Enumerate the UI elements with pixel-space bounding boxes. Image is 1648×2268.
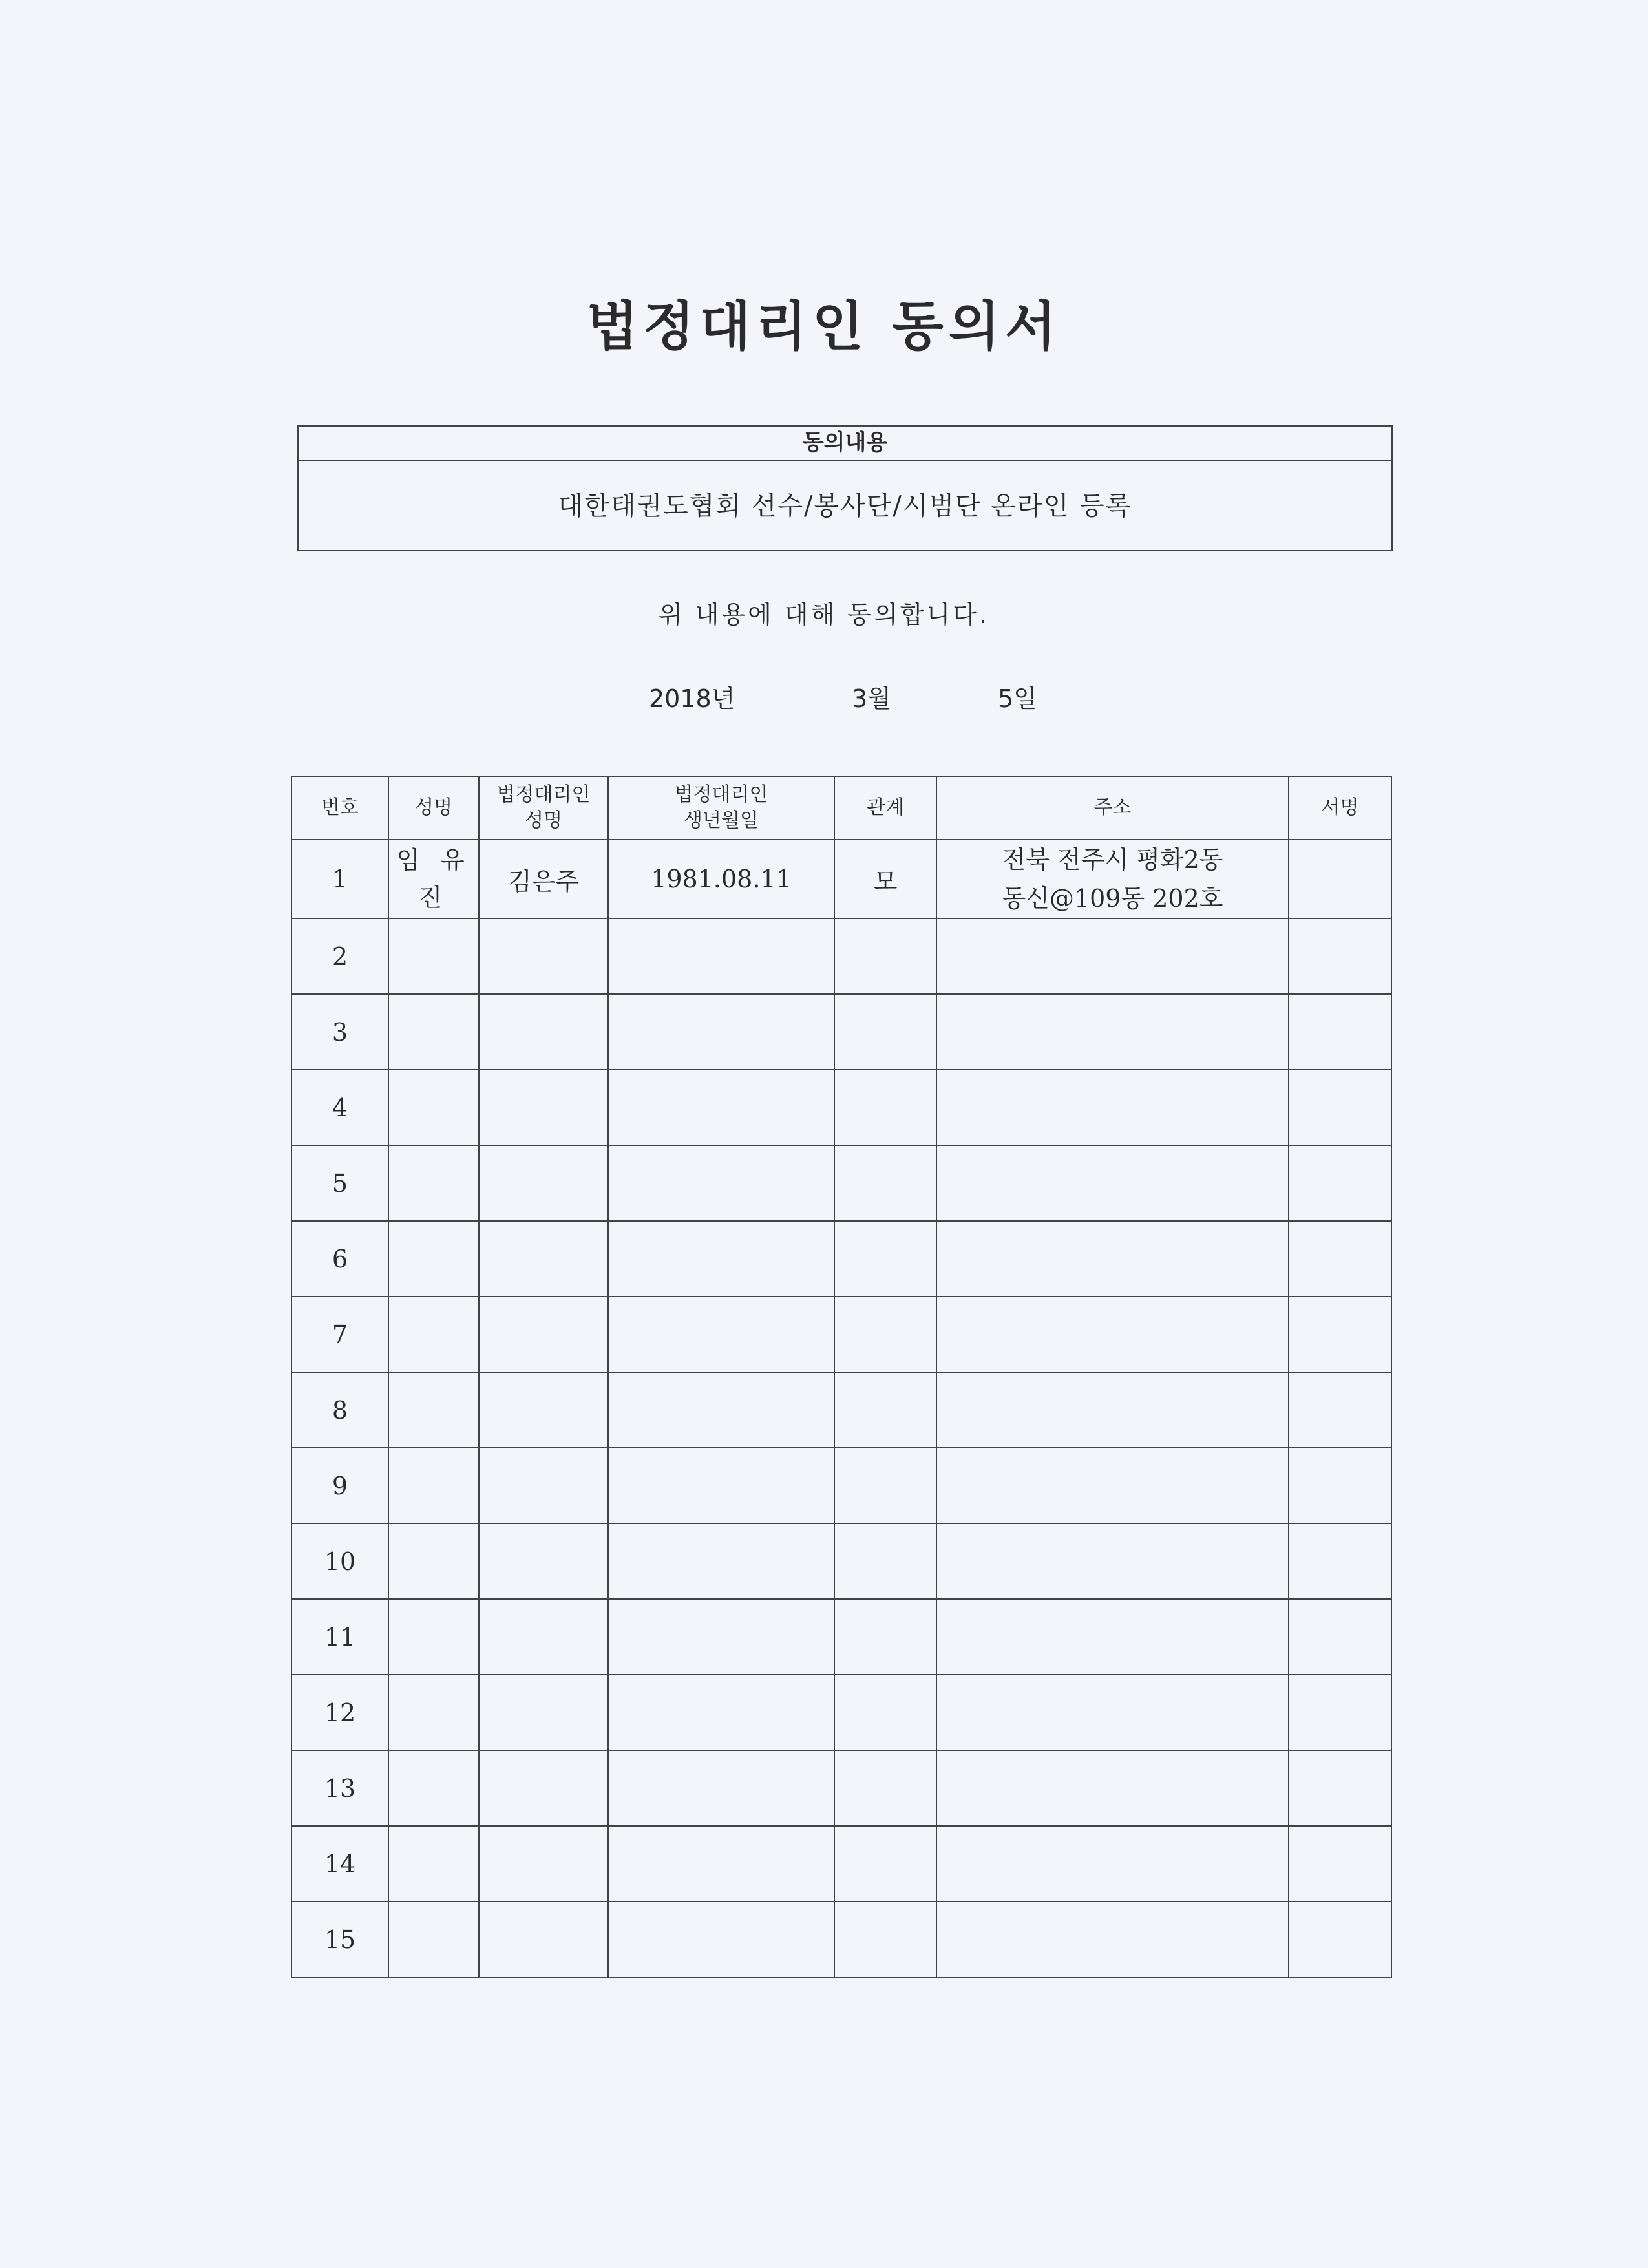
cell-relation (834, 840, 936, 918)
cell-address (936, 1599, 1289, 1675)
cell-signature (1289, 1750, 1391, 1826)
header-name: 성명 (388, 776, 479, 840)
date-month: 3월 (852, 684, 891, 713)
table-row (291, 1070, 1391, 1145)
row-number: 10 (324, 1547, 356, 1576)
row-number: 13 (324, 1774, 356, 1803)
relation-value: 모 (873, 867, 898, 896)
row-number: 5 (332, 1169, 348, 1198)
cell-address (936, 1070, 1289, 1145)
date-day: 5일 (998, 684, 1037, 713)
cell-no (291, 1902, 388, 1977)
table-row (291, 1448, 1391, 1523)
cell-guardian-birth (608, 1902, 834, 1977)
cell-no (291, 1145, 388, 1221)
cell-signature (1289, 1675, 1391, 1750)
row-number: 14 (324, 1849, 356, 1878)
cell-no (291, 918, 388, 994)
cell-guardian-birth (608, 1221, 834, 1297)
cell-signature (1289, 840, 1391, 918)
cell-no (291, 1826, 388, 1902)
table-row (291, 1297, 1391, 1372)
row-number: 7 (332, 1320, 348, 1349)
cell-guardian-name (479, 1297, 608, 1372)
cell-signature (1289, 1070, 1391, 1145)
cell-relation (834, 1070, 936, 1145)
cell-guardian-name (479, 1599, 608, 1675)
header-guardian-birth (608, 776, 834, 840)
table-row (291, 1523, 1391, 1599)
header-guardian-birth-line1: 법정대리인 (674, 783, 768, 806)
consent-content-text: 대한태권도협회 선수/봉사단/시범단 온라인 등록 (558, 491, 1132, 521)
cell-address (936, 1826, 1289, 1902)
cell-no (291, 1750, 388, 1826)
cell-address (936, 918, 1289, 994)
cell-address (936, 1297, 1289, 1372)
cell-name (388, 840, 479, 918)
cell-guardian-birth (608, 1070, 834, 1145)
cell-relation (834, 994, 936, 1070)
cell-name (388, 1297, 479, 1372)
cell-signature (1289, 1523, 1391, 1599)
cell-signature (1289, 1145, 1391, 1221)
cell-no (291, 994, 388, 1070)
table-row (291, 1221, 1391, 1297)
address-line1: 전북 전주시 평화2동 (1002, 845, 1223, 874)
cell-address (936, 1448, 1289, 1523)
cell-guardian-name (479, 1448, 608, 1523)
cell-relation (834, 1145, 936, 1221)
cell-name (388, 1145, 479, 1221)
table-row (291, 1826, 1391, 1902)
consent-content-header: 동의내용 (299, 427, 1391, 461)
row-number: 3 (332, 1017, 348, 1046)
table-row (291, 1750, 1391, 1826)
cell-guardian-birth (608, 994, 834, 1070)
cell-signature (1289, 1448, 1391, 1523)
cell-relation (834, 1372, 936, 1448)
cell-guardian-name (479, 1675, 608, 1750)
table-row (291, 1599, 1391, 1675)
header-guardian-name (479, 776, 608, 840)
cell-name (388, 994, 479, 1070)
cell-address (936, 1675, 1289, 1750)
agreement-statement: 위 내용에 대해 동의합니다. (658, 600, 990, 629)
cell-relation (834, 1599, 936, 1675)
cell-no (291, 840, 388, 918)
cell-name (388, 1902, 479, 1977)
name-line1: 임 유 (396, 846, 471, 874)
address-line2: 동신@109동 202호 (1002, 884, 1223, 913)
cell-guardian-birth (608, 840, 834, 918)
table-row (291, 1675, 1391, 1750)
cell-guardian-birth (608, 1826, 834, 1902)
row-number: 9 (332, 1471, 348, 1500)
cell-relation (834, 1297, 936, 1372)
cell-signature (1289, 1826, 1391, 1902)
cell-guardian-name (479, 1523, 608, 1599)
cell-guardian-name (479, 994, 608, 1070)
table-row (291, 918, 1391, 994)
cell-name (388, 1599, 479, 1675)
cell-signature (1289, 994, 1391, 1070)
cell-name (388, 1750, 479, 1826)
table-row (291, 1145, 1391, 1221)
cell-guardian-name (479, 1750, 608, 1826)
cell-name (388, 1826, 479, 1902)
row-number: 8 (332, 1395, 348, 1425)
cell-guardian-birth (608, 1599, 834, 1675)
cell-no (291, 1297, 388, 1372)
cell-relation (834, 1523, 936, 1599)
cell-name (388, 918, 479, 994)
row-number: 6 (332, 1244, 348, 1273)
header-guardian-birth-line2: 생년월일 (684, 809, 759, 832)
guardian-table (291, 776, 1392, 1978)
cell-address (936, 1750, 1289, 1826)
cell-name (388, 1372, 479, 1448)
cell-guardian-birth (608, 1145, 834, 1221)
header-guardian-name-line2: 성명 (525, 809, 562, 832)
date-year: 2018년 (649, 684, 735, 713)
page-title: 법정대리인 동의서 (586, 295, 1062, 357)
cell-guardian-name (479, 1221, 608, 1297)
row-number: 1 (332, 865, 348, 893)
cell-signature (1289, 1599, 1391, 1675)
header-signature: 서명 (1289, 776, 1391, 840)
cell-guardian-birth (608, 1297, 834, 1372)
cell-name (388, 1523, 479, 1599)
guardian-name-value: 김은주 (507, 867, 580, 896)
cell-relation (834, 1675, 936, 1750)
cell-guardian-name (479, 1826, 608, 1902)
cell-address (936, 1902, 1289, 1977)
cell-relation (834, 1221, 936, 1297)
cell-guardian-name (479, 1372, 608, 1448)
cell-guardian-birth (608, 1448, 834, 1523)
table-row (291, 1902, 1391, 1977)
cell-relation (834, 1750, 936, 1826)
name-line2: 진 (418, 884, 449, 912)
cell-address (936, 1145, 1289, 1221)
consent-content-box (297, 425, 1393, 551)
cell-signature (1289, 1902, 1391, 1977)
row-number: 12 (324, 1698, 356, 1727)
cell-relation (834, 1902, 936, 1977)
cell-no (291, 1448, 388, 1523)
cell-name (388, 1448, 479, 1523)
header-address: 주소 (936, 776, 1289, 840)
cell-guardian-name (479, 918, 608, 994)
cell-signature (1289, 1221, 1391, 1297)
cell-guardian-name (479, 1902, 608, 1977)
cell-guardian-name (479, 1145, 608, 1221)
cell-guardian-name (479, 840, 608, 918)
cell-relation (834, 918, 936, 994)
cell-address (936, 1221, 1289, 1297)
cell-address (936, 1523, 1289, 1599)
cell-name (388, 1070, 479, 1145)
cell-guardian-name (479, 1070, 608, 1145)
cell-signature (1289, 1372, 1391, 1448)
cell-address (936, 994, 1289, 1070)
cell-no (291, 1675, 388, 1750)
cell-no (291, 1599, 388, 1675)
table-row (291, 840, 1391, 918)
cell-no (291, 1070, 388, 1145)
cell-name (388, 1221, 479, 1297)
cell-relation (834, 1448, 936, 1523)
cell-no (291, 1523, 388, 1599)
row-number: 2 (332, 942, 348, 971)
header-no: 번호 (291, 776, 388, 840)
header-relation: 관계 (834, 776, 936, 840)
cell-signature (1289, 1297, 1391, 1372)
cell-guardian-birth (608, 1523, 834, 1599)
table-header-row (291, 776, 1391, 840)
table-row (291, 1372, 1391, 1448)
cell-guardian-birth (608, 1372, 834, 1448)
row-number: 15 (324, 1925, 356, 1954)
guardian-birth-value: 1981.08.11 (651, 865, 792, 893)
table-row (291, 994, 1391, 1070)
row-number: 11 (324, 1622, 356, 1651)
cell-relation (834, 1826, 936, 1902)
cell-name (388, 1675, 479, 1750)
cell-address (936, 1372, 1289, 1448)
cell-guardian-birth (608, 1675, 834, 1750)
cell-address (936, 840, 1289, 918)
cell-no (291, 1221, 388, 1297)
cell-signature (1289, 918, 1391, 994)
header-guardian-name-line1: 법정대리인 (496, 783, 591, 806)
cell-no (291, 1372, 388, 1448)
cell-guardian-birth (608, 918, 834, 994)
row-number: 4 (332, 1093, 348, 1122)
cell-guardian-birth (608, 1750, 834, 1826)
